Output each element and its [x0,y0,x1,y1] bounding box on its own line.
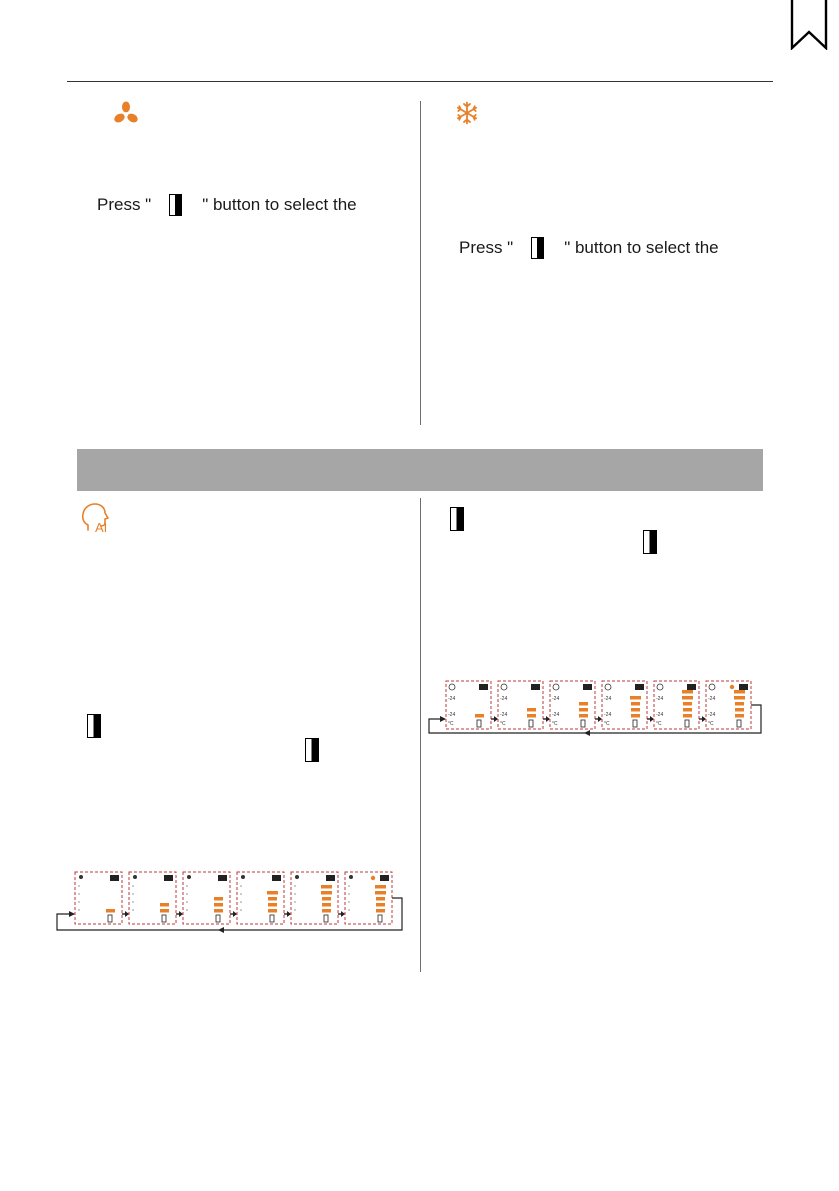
level-bar [683,708,692,712]
auto-dot [730,685,734,689]
bookmark-icon [790,0,828,50]
column-divider-top [420,101,421,425]
fan-speed-button-icon [169,194,182,216]
level-bar [322,903,331,907]
panel-unit: °C [500,721,506,727]
fan-icon [241,875,245,879]
press-prefix: Press " [459,238,514,257]
fan-icon [295,875,299,879]
level-bar [579,708,588,712]
level-bar [631,708,640,712]
level-bar [214,909,223,913]
level-bar [682,696,693,700]
press-suffix: " button to select the [202,195,357,214]
header-rule [67,81,773,82]
panel-label: -24 [552,712,560,718]
level-bar [376,909,385,913]
sequence-panel [550,681,595,729]
fan-speed-button-icon [87,714,101,738]
svg-text:AI: AI [95,520,108,534]
fan-icon [133,875,137,879]
level-bar [268,903,277,907]
sequence-panel [183,872,230,924]
auto-dot [371,876,375,880]
panel-unit: °C [708,721,714,727]
panel-label: -24 [708,696,716,702]
press-prefix: Press " [97,195,152,214]
sequence-panel [291,872,338,924]
sequence-panel [602,681,647,729]
panel-label: -24 [448,696,456,702]
panel-unit: °C [656,721,662,727]
fan-icon [113,101,139,125]
fan-speed-sequence [55,868,407,938]
fan-speed-button-icon [305,738,319,762]
sequence-panel [498,681,543,729]
fan-icon [187,875,191,879]
panel-label: -24 [552,696,560,702]
level-bar [683,702,692,706]
level-bar [160,903,169,907]
level-bar [375,891,386,895]
level-bar [268,909,277,913]
panel-label: -24 [604,696,612,702]
panel-unit: °C [552,721,558,727]
panel-unit: °C [448,721,454,727]
level-bar [579,714,588,718]
press-instruction-right [459,237,719,259]
level-bar [527,714,536,718]
level-bar [631,714,640,718]
sequence-panel [446,681,491,729]
sequence-panel [706,681,751,729]
fan-speed-button-icon [531,237,544,259]
level-bar [267,891,278,895]
press-suffix: " button to select the [564,238,719,257]
section-banner [77,449,763,491]
fan-icon [79,875,83,879]
column-divider-bottom [420,498,421,972]
ai-head-icon [80,502,114,534]
level-bar [160,909,169,913]
level-bar [735,714,744,718]
level-bar [321,891,332,895]
level-bar [214,897,223,901]
level-bar [683,714,692,718]
level-bar [268,897,277,901]
fan-speed-button-icon [643,530,657,554]
fan-icon [349,875,353,879]
panel-label: -24 [500,696,508,702]
level-bar [321,885,332,889]
press-instruction-left [97,194,357,216]
sequence-panel [75,872,122,924]
panel-label: -24 [656,712,664,718]
cool-speed-sequence [427,677,773,739]
sequence-panel [237,872,284,924]
level-bar [630,696,641,700]
level-bar [527,708,536,712]
level-bar [322,897,331,901]
sequence-panel [345,872,392,924]
panel-label: -24 [500,712,508,718]
level-bar [734,690,745,694]
sequence-panel [654,681,699,729]
level-bar [579,702,588,706]
level-bar [106,909,115,913]
sequence-panel [129,872,176,924]
panel-unit: °C [604,721,610,727]
level-bar [376,897,385,901]
level-bar [735,702,744,706]
snowflake-icon [455,101,479,125]
level-bar [214,903,223,907]
level-bar [375,885,386,889]
panel-label: -24 [448,712,456,718]
fan-speed-button-icon [450,507,464,531]
level-bar [475,714,484,718]
level-bar [734,696,745,700]
panel-label: -24 [604,712,612,718]
level-bar [735,708,744,712]
panel-label: -24 [656,696,664,702]
level-bar [631,702,640,706]
level-bar [322,909,331,913]
panel-label: -24 [708,712,716,718]
level-bar [682,690,693,694]
level-bar [376,903,385,907]
